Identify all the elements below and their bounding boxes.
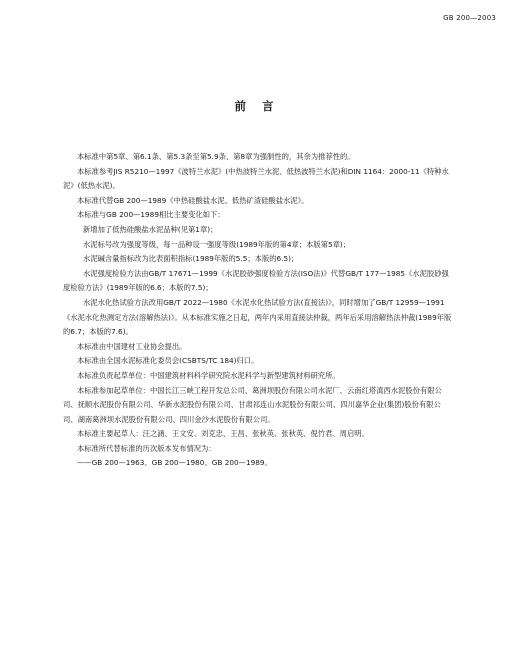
change-item: 水泥碱含量指标改为比表面积指标(1989年版的5.5；本版的6.5)；	[83, 254, 299, 264]
paragraph: 本标准由中国建材工业协会提出。	[77, 341, 187, 351]
paragraph: 本标准中第5章、第6.1条、第5.3条至第5.9条、第8章为强制性的，其余为推荐性的。	[77, 152, 355, 161]
paragraph: 本标准主要起草人：汪之涵、王文安、刘克忠、王昌、张秋英、张秋英、倪竹君、周启明。	[77, 429, 369, 439]
page-title: 前言	[234, 99, 290, 113]
paragraph: 本标准所代替标准的历次版本发布情况为：	[77, 443, 216, 453]
change-item: 水泥标号改为强度等级，每一品种设一强度等级(1989年版的第4章；本版第5章)；	[83, 239, 351, 249]
change-item: 水泥强度检验方法由GB/T 17671—1999《水泥胶砂强度检验方法(ISO法)》代替GB/T 177—1985《水泥胶砂强度检验方法》(1989年版的6.6；本版的7.5)；	[63, 268, 449, 293]
paragraph: 本标准代替GB 200—1989《中热硅酸盐水泥、低热矿渣硅酸盐水泥》。	[77, 195, 309, 205]
paragraph: 本标准由全国水泥标准化委员会(CSBTS/TC 184)归口。	[77, 356, 259, 366]
paragraph: 本标准与GB 200—1989相比主要变化如下：	[77, 210, 225, 220]
standard-code: GB 200—2003	[443, 14, 496, 22]
paragraph: 本标准参加起草单位：中国长江三峡工程开发总公司、葛洲坝股份有限公司水泥厂、云南红塔滇西水泥股份有限公司、抚顺水泥股份有限公司、华新水泥股份有限公司、甘肃祁连山水泥股份有限公司、四川嘉华企业(集团)股份有限公司、湖南葛洲坝水泥股份有限公司、四川金沙水泥股份有限公司。	[63, 385, 442, 424]
change-item: 新增加了低热硅酸盐水泥品种(见第1章)；	[83, 224, 218, 234]
document-body	[63, 150, 455, 471]
change-item: 水泥水化热试验方法改用GB/T 2022—1980《水泥水化热试验方法(直接法)》，同时增加了GB/T 12959—1991《水泥水化热测定方法(溶解热法)》。从本标准实施之日起，两年内采用直接法仲裁，两年后采用溶解热法仲裁(1989年版的6.7；本版的7.6)。	[63, 297, 452, 337]
paragraph: ——GB 200—1963、GB 200—1980、GB 200—1989。	[77, 458, 272, 468]
paragraph: 本标准负责起草单位：中国建筑材料科学研究院水泥科学与新型建筑材料研究所。	[77, 370, 340, 380]
paragraph: 本标准参考JIS R5210—1997《波特兰水泥》(中热波特兰水泥、低热波特兰水泥)和DIN 1164：2000-11《特种水泥》(低热水泥)。	[63, 166, 449, 191]
